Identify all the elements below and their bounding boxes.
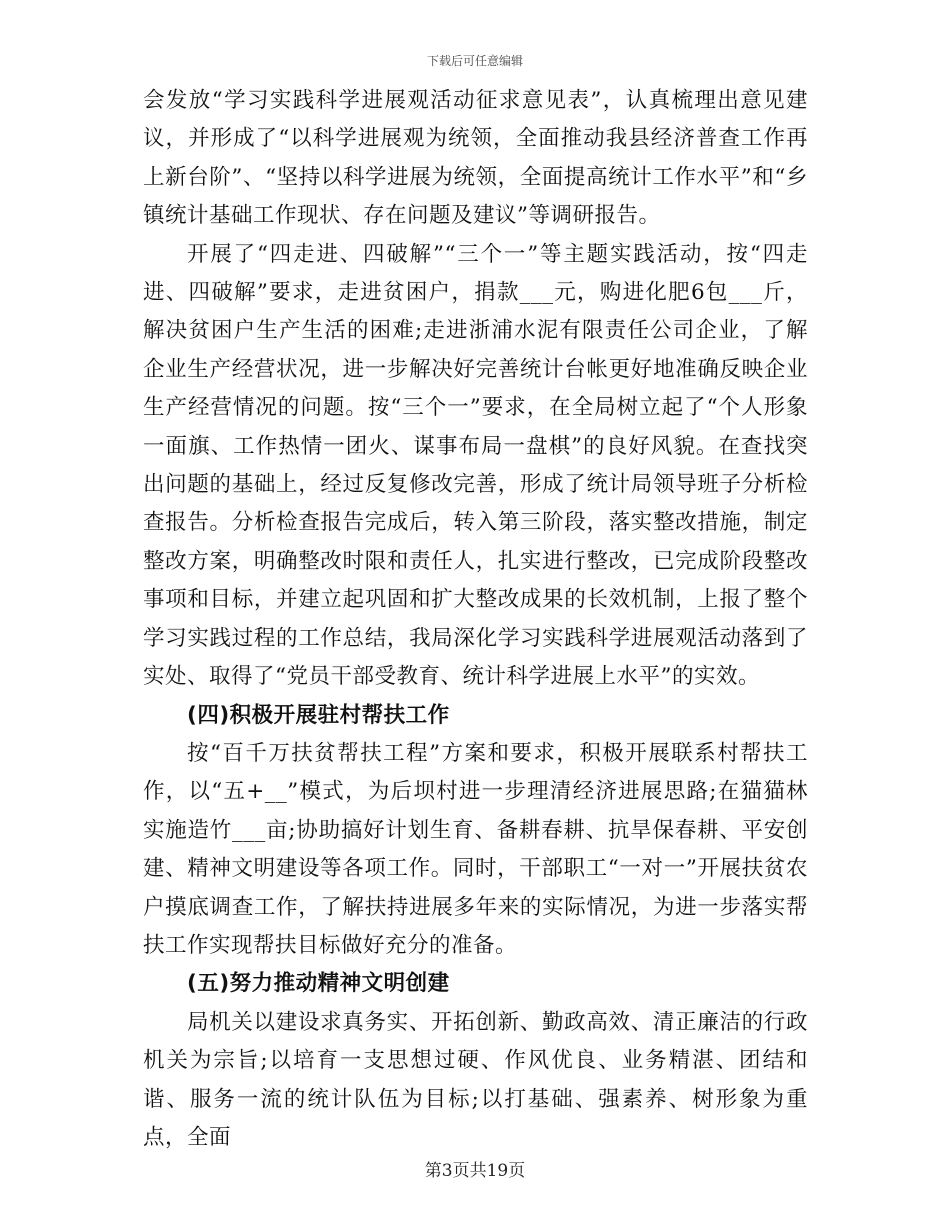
paragraph-village-assistance: 按“百千万扶贫帮扶工程”方案和要求，积极开展联系村帮扶工作，以“五+__”模式，为后坝村进一步理清经济进展思路;在猫猫林实施造竹___亩;协助搞好计划生育、备耕春耕、抗旱保春耕、平安创建、精神文明建设等各项工作。同时，干部职工“一对一”开展扶贫农户摸底调查工作，了解扶持进展多年来的实际情况，为进一步落实帮扶工作实现帮扶目标做好充分的准备。: [143, 740, 808, 958]
paragraph-spiritual-civilization: 局机关以建设求真务实、开拓创新、勤政高效、清正廉洁的行政机关为宗旨;以培育一支思想过硬、作风优良、业务精湛、团结和谐、服务一流的统计队伍为目标;以打基础、强素养、树形象为重点，全面: [143, 1009, 808, 1150]
header-note: 下载后可任意编辑: [426, 54, 523, 68]
paragraph-practice-activities: 开展了“四走进、四破解”“三个一”等主题实践活动，按“四走进、四破解”要求，走进贫困户，捐款___元，购进化肥6包___斤，解决贫困户生产生活的困难;走进浙浦水泥有限责任公司企业，了解企业生产经营状况，进一步解决好完善统计台帐更好地准确反映企业生产经营情况的问题。按“三个一”要求，在全局树立起了“个人形象一面旗、工作热情一团火、谋事布局一盘棋”的良好风貌。在查找突出问题的基础上，经过反复修改完善，形成了统计局领导班子分析检查报告。分析检查报告完成后，转入第三阶段，落实整改措施，制定整改方案，明确整改时限和责任人，扎实进行整改，已完成阶段整改事项和目标，并建立起巩固和扩大整改成果的长效机制，上报了整个学习实践过程的工作总结，我局深化学习实践科学进展观活动落到了实处、取得了“党员干部受教育、统计科学进展上水平”的实效。: [143, 241, 808, 690]
paragraph-survey-reports: 会发放“学习实践科学进展观活动征求意见表”，认真梳理出意见建议，并形成了“以科学进展观为统领，全面推动我县经济普查工作再上新台阶”、“坚持以科学进展为统领，全面提高统计工作水平”和“乡镇统计基础工作现状、存在问题及建议”等调研报告。: [143, 88, 808, 229]
section-heading-village-assistance: (四)积极开展驻村帮扶工作: [187, 702, 450, 728]
section-heading-spiritual-civilization: (五)努力推动精神文明创建: [187, 971, 450, 997]
document-body: [143, 82, 808, 1157]
page-number: 第3页共19页: [424, 1161, 526, 1181]
